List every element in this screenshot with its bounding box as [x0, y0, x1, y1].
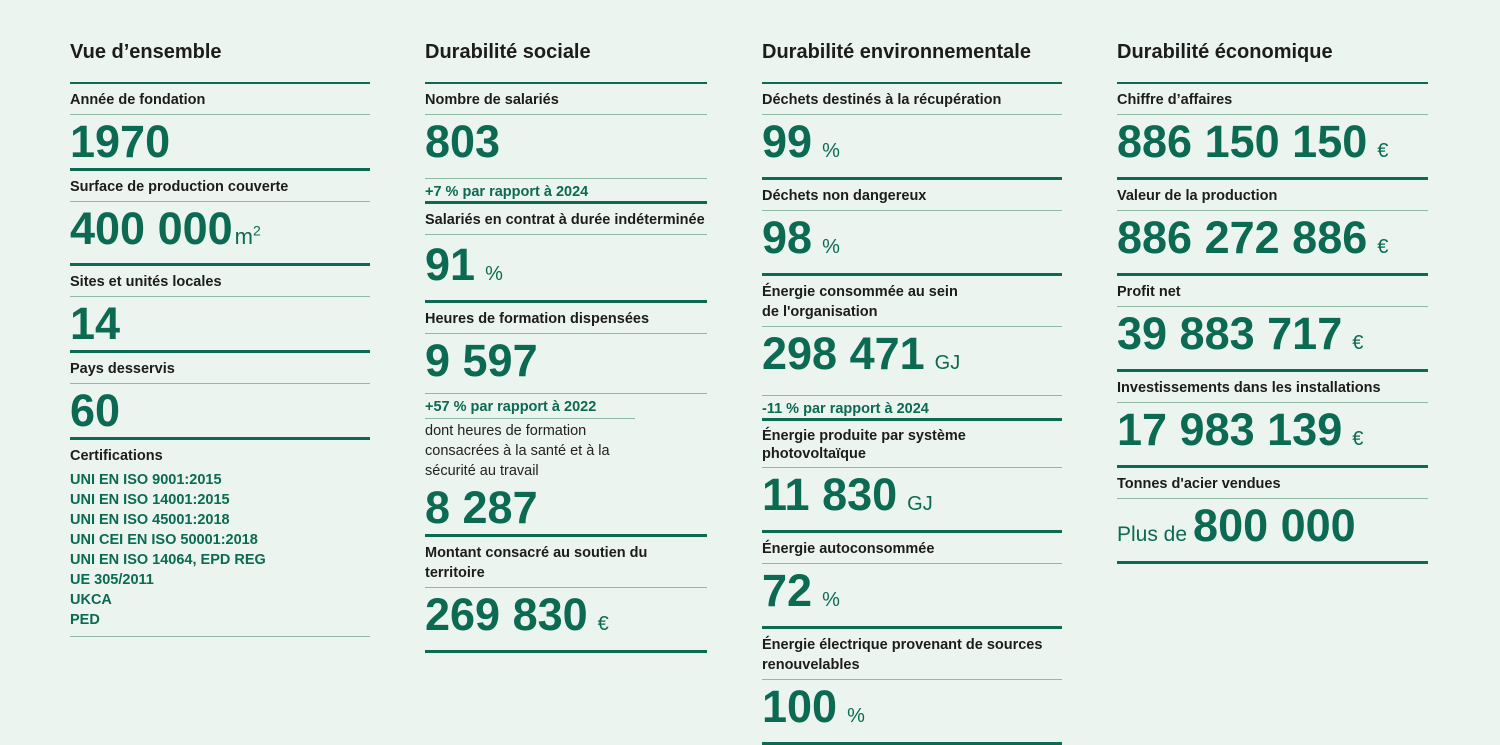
production-value: 886 272 886 [1117, 212, 1368, 263]
revenue-block [1117, 84, 1428, 180]
investment-block [1117, 372, 1428, 468]
recovery-block [762, 84, 1062, 180]
support-label: Montant consacré au soutien du territoire [425, 537, 707, 588]
euro-icon: € [1352, 428, 1364, 450]
steel-prefix: Plus de [1117, 523, 1188, 546]
environment-column [762, 40, 1062, 745]
certifications-block [70, 440, 370, 637]
recovery-label: Déchets destinés à la récupération [762, 84, 1062, 115]
steel-value: 800 000 [1193, 500, 1356, 551]
overview-column [70, 40, 370, 637]
nonhaz-label: Déchets non dangereux [762, 180, 1062, 211]
renewable-label: Énergie électrique provenant de sources renouvelables [762, 629, 1062, 680]
revenue-value: 886 150 150 [1117, 116, 1368, 167]
profit-value-row [1117, 307, 1428, 369]
permanent-value-row [425, 235, 707, 300]
euro-icon: € [1377, 140, 1389, 162]
certification-item: UNI CEI EN ISO 50001:2018 [70, 532, 258, 548]
nonhaz-value: 98 [762, 212, 813, 263]
social-column [425, 40, 707, 653]
production-block [1117, 180, 1428, 276]
production-label: Valeur de la production [1117, 180, 1428, 211]
economic-column [1117, 40, 1428, 564]
permanent-value: 91 [425, 239, 476, 290]
surface-unit-exponent: 2 [253, 222, 261, 239]
surface-unit [235, 224, 261, 249]
energy-value: 298 471 [762, 328, 925, 379]
revenue-value-row [1117, 115, 1428, 177]
renewable-value: 100 [762, 681, 838, 732]
renewable-unit: % [847, 705, 865, 727]
pv-block [762, 421, 1062, 533]
energy-label-line-2: de l'organisation [762, 304, 878, 320]
pv-value-row [762, 468, 1062, 530]
founded-value: 1970 [70, 116, 171, 167]
employees-block [425, 84, 707, 204]
sites-label: Sites et unités locales [70, 266, 370, 297]
energy-label-line-1: Énergie consommée au sein [762, 284, 958, 300]
self-consumed-block [762, 533, 1062, 629]
countries-label: Pays desservis [70, 353, 370, 384]
self-consumed-unit: % [822, 589, 840, 611]
euro-icon: € [1352, 332, 1364, 354]
certifications-label: Certifications [70, 448, 163, 464]
certification-item: UNI EN ISO 14064, EPD REG [70, 552, 266, 568]
surface-value: 400 000 [70, 203, 233, 254]
countries-value: 60 [70, 385, 121, 436]
training-sub-label: dont heures de formation consacrées à la santé et à la sécurité au travail [425, 418, 635, 481]
founded-block [70, 84, 370, 171]
certification-item: UKCA [70, 592, 112, 608]
surface-label: Surface de production couverte [70, 171, 370, 202]
production-value-row [1117, 211, 1428, 273]
energy-value-row [762, 327, 1062, 395]
environment-title: Durabilité environnementale [762, 40, 1062, 84]
employees-value: 803 [425, 116, 501, 167]
social-title: Durabilité sociale [425, 40, 707, 84]
steel-label: Tonnes d'acier vendues [1117, 468, 1428, 499]
pv-label: Énergie produite par système photovoltaïque [762, 421, 1062, 468]
energy-block [762, 276, 1062, 421]
revenue-label: Chiffre d’affaires [1117, 84, 1428, 115]
renewable-value-row [762, 680, 1062, 742]
certifications-list [70, 466, 370, 636]
investment-label: Investissements dans les installations [1117, 372, 1428, 403]
energy-unit: GJ [934, 352, 961, 374]
certification-item: UNI EN ISO 9001:2015 [70, 472, 222, 488]
self-consumed-value-row [762, 564, 1062, 626]
certification-item: UE 305/2011 [70, 572, 154, 588]
nonhaz-unit: % [822, 236, 840, 258]
renewable-block [762, 629, 1062, 745]
training-label: Heures de formation dispensées [425, 303, 707, 334]
support-block [425, 537, 707, 653]
economic-title: Durabilité économique [1117, 40, 1428, 84]
self-consumed-label: Énergie autoconsommée [762, 533, 1062, 564]
overview-title: Vue d’ensemble [70, 40, 370, 84]
nonhaz-value-row [762, 211, 1062, 273]
pv-value: 11 830 [762, 469, 898, 520]
training-sub-value: 8 287 [425, 482, 538, 533]
steel-block [1117, 468, 1428, 564]
permanent-label: Salariés en contrat à durée indéterminée [425, 204, 707, 235]
self-consumed-value: 72 [762, 565, 813, 616]
support-value: 269 830 [425, 589, 588, 640]
certification-item: UNI EN ISO 14001:2015 [70, 492, 230, 508]
countries-block [70, 353, 370, 440]
euro-icon: € [1377, 236, 1389, 258]
profit-block [1117, 276, 1428, 372]
profit-label: Profit net [1117, 276, 1428, 307]
employees-label: Nombre de salariés [425, 84, 707, 115]
certification-item: UNI EN ISO 45001:2018 [70, 512, 230, 528]
employees-note: +7 % par rapport à 2024 [425, 178, 707, 201]
recovery-value-row [762, 115, 1062, 177]
nonhaz-block [762, 180, 1062, 276]
founded-label: Année de fondation [70, 84, 370, 115]
training-value: 9 597 [425, 335, 538, 386]
certification-item: PED [70, 612, 100, 628]
energy-label [762, 276, 1062, 327]
surface-value-row [70, 202, 370, 263]
training-note: +57 % par rapport à 2022 [425, 393, 707, 418]
surface-unit-base: m [234, 224, 253, 249]
training-block [425, 303, 707, 537]
investment-value: 17 983 139 [1117, 404, 1343, 455]
investment-value-row [1117, 403, 1428, 465]
recovery-unit: % [822, 140, 840, 162]
sites-block [70, 266, 370, 353]
energy-note: -11 % par rapport à 2024 [762, 395, 1062, 418]
pv-unit: GJ [907, 493, 933, 515]
permanent-unit: % [485, 263, 503, 285]
euro-icon: € [597, 613, 609, 635]
sites-value: 14 [70, 298, 121, 349]
surface-block [70, 171, 370, 266]
recovery-value: 99 [762, 116, 813, 167]
profit-value: 39 883 717 [1117, 308, 1343, 359]
steel-value-row [1117, 499, 1428, 561]
support-value-row [425, 588, 707, 650]
permanent-block [425, 204, 707, 303]
